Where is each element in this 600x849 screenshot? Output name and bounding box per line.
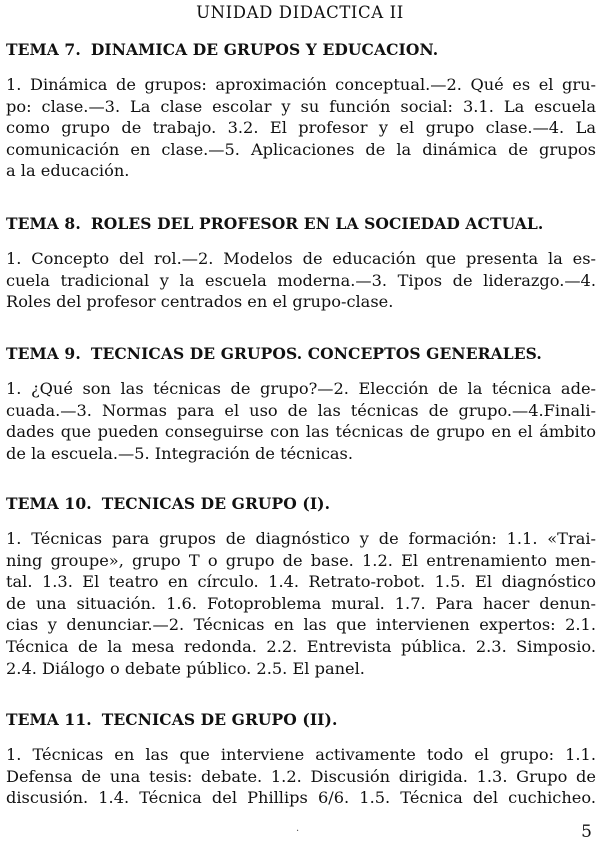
body-line: Roles del profesor centrados en el grupo-clase.: [6, 292, 394, 312]
tema-section: [6, 710, 596, 809]
tema-heading: [6, 494, 596, 514]
footer-mark: ·: [296, 826, 300, 837]
tema-body: [6, 248, 596, 313]
body-line: cuada.—3. Normas para el uso de las técnicas de grupo.—4.Finali-: [6, 400, 596, 420]
tema-body: [6, 378, 596, 464]
tema-title: ROLES DEL PROFESOR EN LA SOCIEDAD ACTUAL.: [90, 214, 544, 233]
body-line: ning groupe», grupo T o grupo de base. 1.2. El entrenamiento men-: [6, 550, 596, 570]
body-line: 1. Concepto del rol.—2. Modelos de educación que presenta la es-: [6, 249, 596, 268]
tema-title: TECNICAS DE GRUPO (I).: [101, 494, 331, 513]
tema-number: TEMA 8.: [6, 214, 81, 233]
body-line: de la escuela.—5. Integración de técnicas.: [6, 443, 353, 463]
tema-section: [6, 344, 596, 464]
body-line: 1. Dinámica de grupos: aproximación conceptual.—2. Qué es el gru-: [6, 75, 596, 94]
body-line: Defensa de una tesis: debate. 1.2. Discusión dirigida. 1.3. Grupo de: [6, 766, 596, 786]
tema-section: [6, 40, 596, 182]
tema-section: [6, 214, 596, 313]
body-line: de una situación. 1.6. Fotoproblema mural. 1.7. Para hacer denun-: [6, 593, 596, 613]
tema-number: TEMA 7.: [6, 40, 81, 59]
body-line: 1. Técnicas en las que interviene activamente todo el grupo: 1.1.: [6, 745, 596, 764]
page-number: 5: [581, 822, 592, 842]
body-line: 2.4. Diálogo o debate público. 2.5. El panel.: [6, 658, 365, 678]
tema-heading: [6, 40, 596, 60]
tema-number: TEMA 11.: [6, 710, 92, 729]
body-line: como grupo de trabajo. 3.2. El profesor y el grupo clase.—4. La: [6, 118, 596, 138]
body-line: comunicación en clase.—5. Aplicaciones de la dinámica de grupos: [6, 139, 596, 159]
tema-number: TEMA 10.: [6, 494, 92, 513]
body-line: po: clase.—3. La clase escolar y su función social: 3.1. La escuela: [6, 96, 596, 116]
body-line: a la educación.: [6, 161, 130, 181]
tema-title: DINAMICA DE GRUPOS Y EDUCACION.: [90, 40, 439, 59]
body-line: 1. ¿Qué son las técnicas de grupo?—2. Elección de la técnica ade-: [6, 379, 596, 398]
body-line: Técnica de la mesa redonda. 2.2. Entrevista pública. 2.3. Simposio.: [6, 636, 596, 656]
tema-heading: [6, 710, 596, 730]
tema-body: [6, 74, 596, 182]
body-line: cuela tradicional y la escuela moderna.—3. Tipos de liderazgo.—4.: [6, 270, 596, 290]
tema-body: [6, 528, 596, 679]
body-line: dades que pueden conseguirse con las técnicas de grupo en el ámbito: [6, 422, 596, 442]
tema-title: TECNICAS DE GRUPOS. CONCEPTOS GENERALES.: [90, 344, 542, 363]
tema-heading: [6, 344, 596, 364]
tema-section: [6, 494, 596, 679]
tema-heading: [6, 214, 596, 234]
tema-body: [6, 744, 596, 809]
body-line: cias y denunciar.—2. Técnicas en las que intervienen expertos: 2.1.: [6, 615, 596, 635]
body-line: 1. Técnicas para grupos de diagnóstico y de formación: 1.1. «Trai-: [6, 529, 596, 548]
tema-title: TECNICAS DE GRUPO (II).: [101, 710, 338, 729]
unit-title: UNIDAD DIDACTICA II: [196, 3, 404, 22]
body-line: tal. 1.3. El teatro en círculo. 1.4. Retrato-robot. 1.5. El diagnóstico: [6, 572, 596, 592]
tema-number: TEMA 9.: [6, 344, 81, 363]
body-line: discusión. 1.4. Técnica del Phillips 6/6. 1.5. Técnica del cuchicheo.: [6, 788, 596, 808]
